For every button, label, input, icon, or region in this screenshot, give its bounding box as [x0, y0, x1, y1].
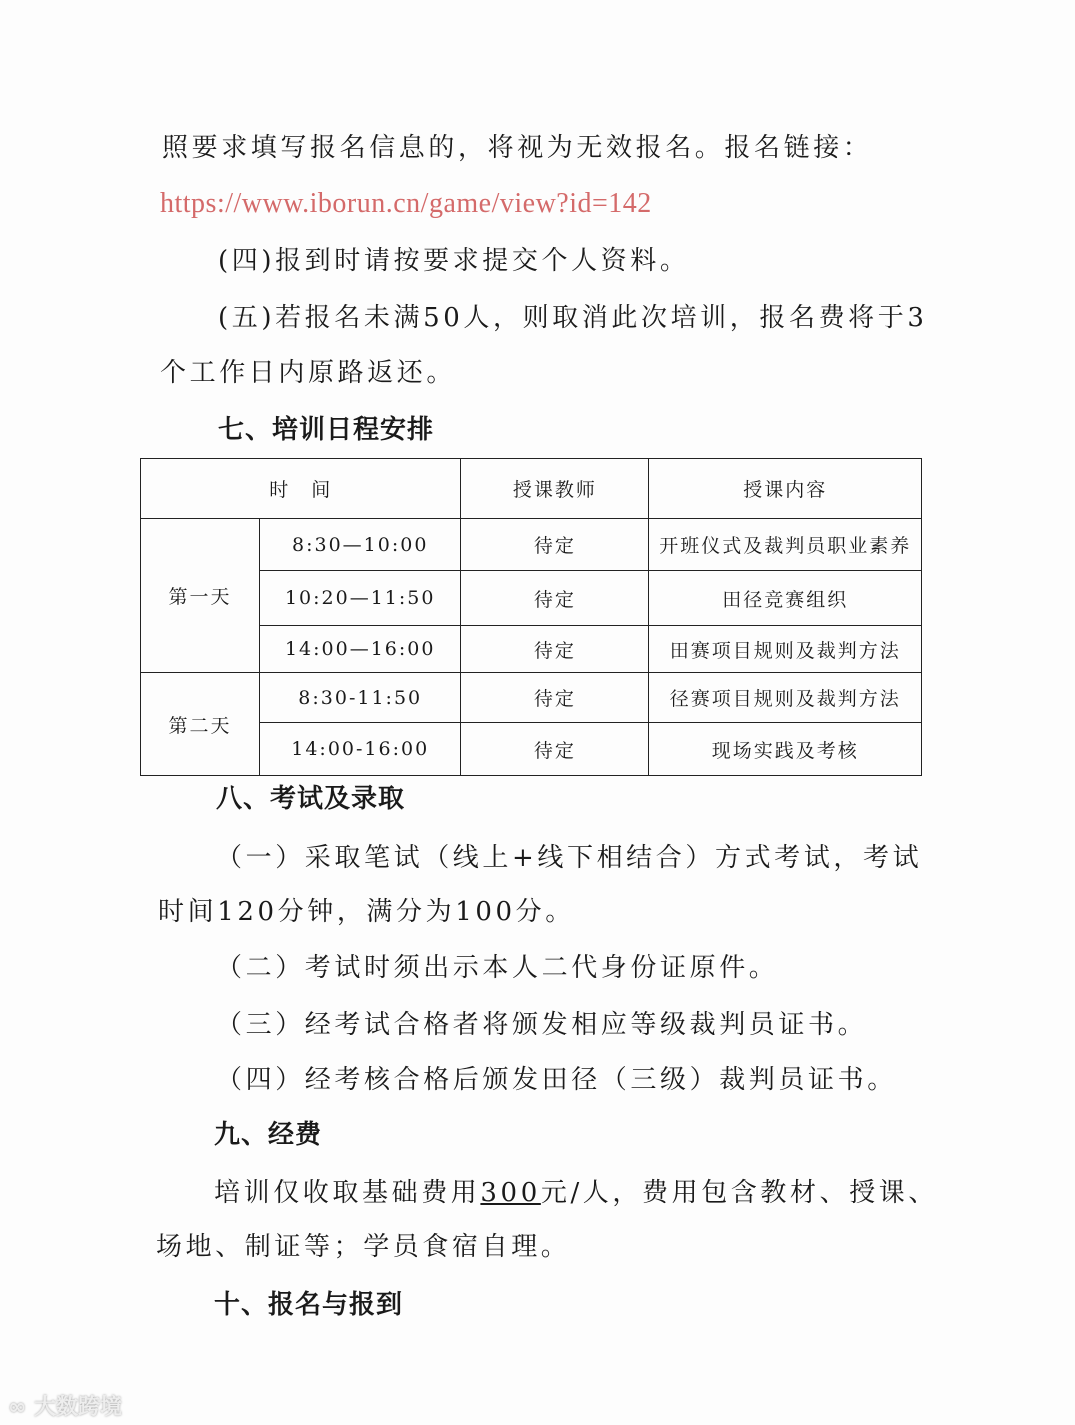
header-content: 授课内容: [649, 459, 922, 519]
exam-item-1-cont: 时间120分钟，满分为100分。: [158, 897, 575, 927]
time-cell: 10:20—11:50: [260, 571, 461, 626]
teacher-cell: 待定: [461, 673, 649, 723]
section-9-heading: 九、经费: [214, 1120, 323, 1150]
exam-item-1: （一）采取笔试（线上+线下相结合）方式考试，考试: [216, 843, 923, 873]
registration-link[interactable]: https://www.iborun.cn/game/view?id=142: [160, 188, 652, 219]
schedule-table: [140, 458, 922, 776]
section-7-heading: 七、培训日程安排: [218, 415, 435, 445]
table-header-row: [141, 459, 922, 519]
fee-line: [214, 1177, 938, 1209]
fee-text-post: 元/人，费用包含教材、授课、: [540, 1178, 939, 1208]
content-cell: 径赛项目规则及裁判方法: [649, 673, 922, 723]
fee-amount: 300: [480, 1178, 541, 1208]
exam-item-2: （二）考试时须出示本人二代身份证原件。: [216, 953, 779, 983]
content-cell: 田赛项目规则及裁判方法: [649, 626, 922, 673]
teacher-cell: 待定: [461, 571, 649, 626]
content-cell: 开班仪式及裁判员职业素养: [649, 519, 922, 571]
section-8-heading: 八、考试及录取: [216, 784, 406, 814]
teacher-cell: 待定: [461, 519, 649, 571]
section-10-heading: 十、报名与报到: [214, 1290, 404, 1320]
table-row: [141, 673, 922, 723]
watermark-text: 大数跨境: [34, 1395, 123, 1420]
header-teacher: 授课教师: [461, 459, 649, 519]
item-5: (五)若报名未满50人，则取消此次培训，报名费将于3: [218, 303, 928, 333]
time-cell: 14:00-16:00: [260, 723, 461, 776]
item-5-cont: 个工作日内原路返还。: [160, 358, 457, 388]
time-cell: 8:30-11:50: [260, 673, 461, 723]
teacher-cell: 待定: [461, 723, 649, 776]
header-time: 时 间: [141, 459, 461, 519]
exam-item-4: （四）经考核合格后颁发田径（三级）裁判员证书。: [216, 1065, 897, 1095]
content-cell: 现场实践及考核: [649, 723, 922, 776]
exam-item-3: （三）经考试合格者将颁发相应等级裁判员证书。: [216, 1010, 868, 1040]
time-cell: 14:00—16:00: [260, 626, 461, 673]
day-cell: 第二天: [141, 673, 260, 776]
time-cell: 8:30—10:00: [260, 519, 461, 571]
watermark-icon: ∞: [8, 1395, 34, 1420]
item-4: (四)报到时请按要求提交个人资料。: [218, 246, 690, 276]
content-cell: 田径竞赛组织: [649, 571, 922, 626]
table-row: [141, 519, 922, 571]
watermark-logo: [8, 1390, 122, 1421]
fee-text-pre: 培训仅收取基础费用: [214, 1178, 481, 1208]
day-cell: 第一天: [141, 519, 260, 673]
paragraph-line: 照要求填写报名信息的，将视为无效报名。报名链接：: [162, 133, 873, 163]
fee-line-cont: 场地、制证等；学员食宿自理。: [156, 1232, 571, 1262]
teacher-cell: 待定: [461, 626, 649, 673]
